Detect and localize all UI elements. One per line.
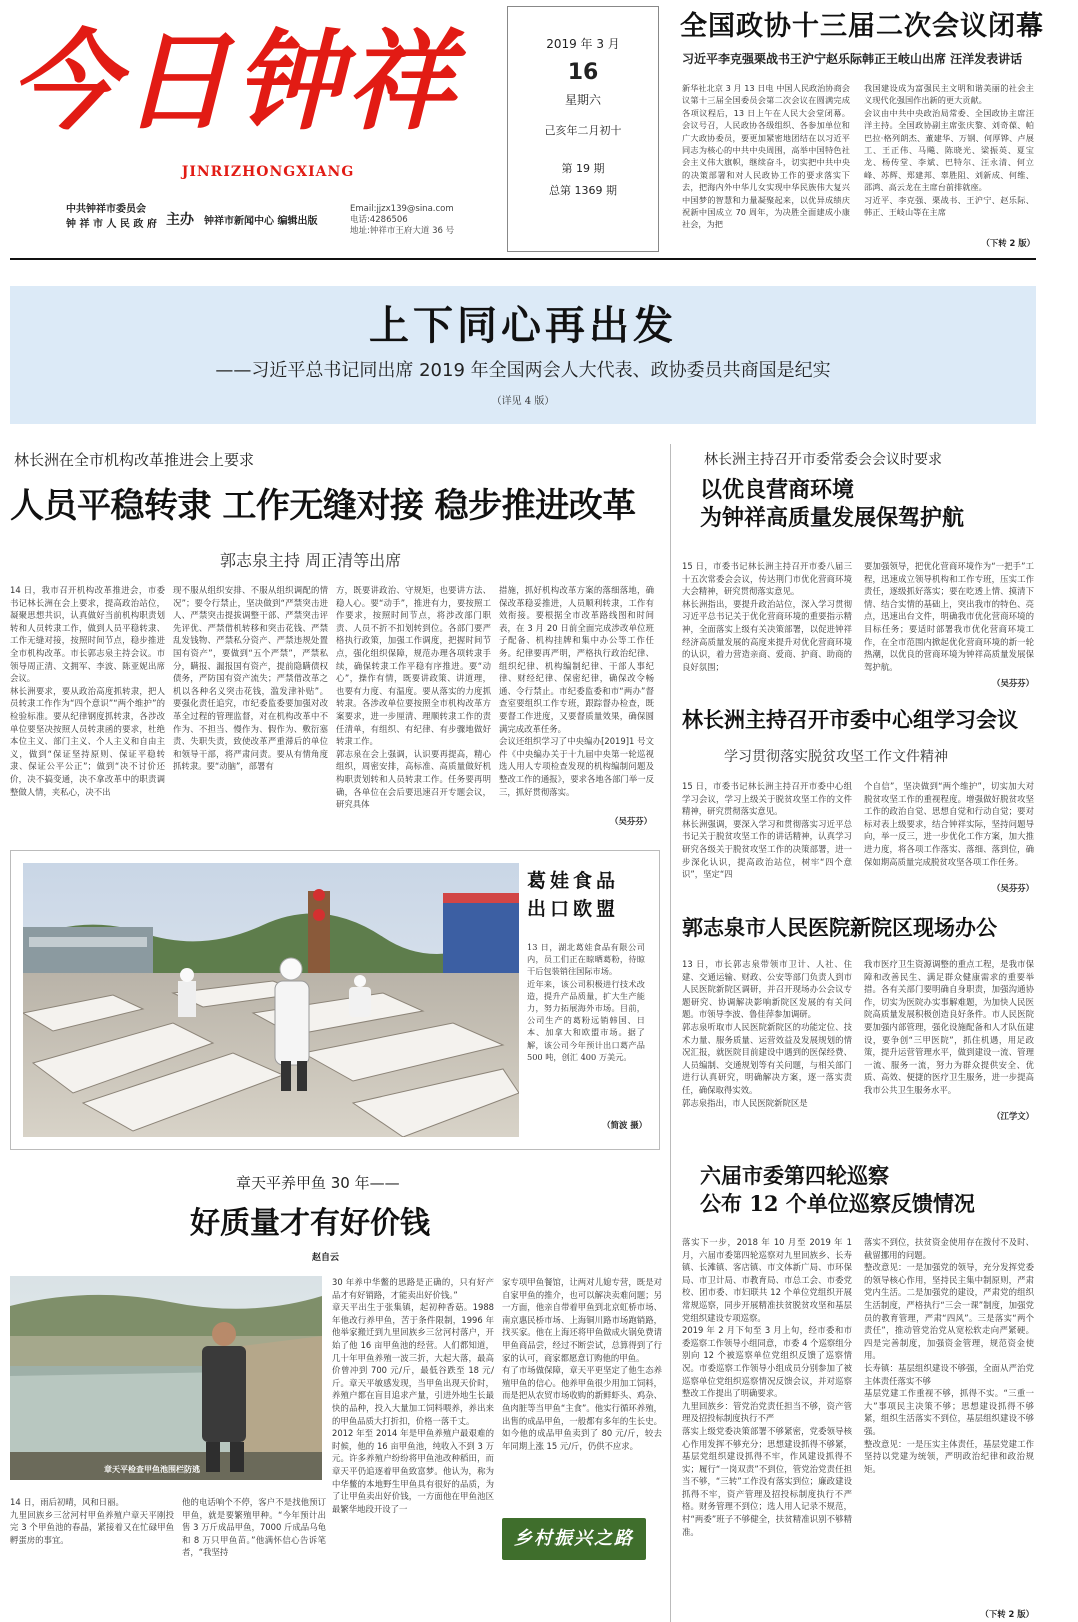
- date-box: [507, 6, 659, 252]
- lead-body-col-1: 新华社北京 3 月 13 日电 中国人民政治协商会议第十三届全国委员会第二次会议在圆满完成各项议程后，13 日上午在人民大会堂闭幕。会议号召，人民政协各级组织、各参加单位和广大政协委员，要更加紧密地团结在以习近平同志为核心的中共中央周围，高举中国特色社会主义伟大旗帜，继续奋斗，切实把中共中央的决策部署和对人民政协工作的要求落实下去，把海内外中华儿女实现中华民族伟大复兴中国梦的智慧和力量凝聚起来，以优异成绩庆祝新中国成立 70 周年，为决胜全面建成小康社会，为把: [682, 83, 850, 230]
- masthead-rule: [10, 258, 1036, 260]
- story4-col-1: 13 日，市长郭志泉带领市卫计、人社、住建、交通运输、财政、公安等部门负责人到市人民医院新院区调研，并召开现场办公会议专题研究、协调解决影响新院区发展的有关问题。市领导李波、鲁佳萍参加调研。 郭志泉听取市人民医院新院区的功能定位、技术力量、服务质量、运营效益及发展规划的情况汇报，就医院目前建设中遇到的医保经费、人员编制、交通规划等有关问题，与相关部门进行认真研究，明确解决方案，逐一落实责任，确保取得实效。 郭志泉指出，市人民医院新院区是: [682, 959, 852, 1108]
- feature-mid: 他的电话响个不停，客户不是找他预订甲鱼，就是要繁殖甲种。“今年预计出售 3 万斤成品甲鱼，7000 斤成品乌龟和 8 万只甲鱼苗。”他满怀信心告诉笔者，“我坚持: [182, 1497, 326, 1558]
- story3-signature: （吴芬芬）: [992, 883, 1034, 893]
- story5-headline-line-2: 公布 12 个单位巡察反馈情况: [700, 1191, 975, 1216]
- farmer-photo-caption: 章天平检查甲鱼池围栏防逃: [104, 1465, 200, 1474]
- sponsor-role: 主办: [166, 212, 194, 228]
- banner-panel: [10, 286, 1036, 424]
- factory-photo: [23, 863, 519, 1137]
- story5-headline-line-1: 六届市委第四轮巡察: [700, 1163, 889, 1188]
- story1-col-4: 措施，抓好机构改革方案的落细落地，确保改革稳妥推进，人员顺利转隶，工作有效衔接。要根据全市改革路线图和时间表，在 3 月 20 日前全面完成涉改单位班子配备、机构挂牌和集中办公等工作任务。纪律要再严明，严格执行政治纪律、组织纪律、机构编制纪律、干部人事纪律、财经纪律、保密纪律，确保改令畅通、令行禁止。市纪委监委和市“两办”督查室要组织工作专班，跟踪督办检查，既要督工作进度，又要督质量效果，确保圆满完成改革任务。 会议还组织学习了中央编办[2019]1 号文件《中央编办关于十九届中央第一轮巡视选人用人专项检查发现的机构编制问题及整改工作的通报》，要求各地各部门举一反三，抓好贯彻落实。: [499, 585, 654, 797]
- story1-signature: （吴芬芬）: [610, 816, 652, 826]
- contact-phone: 电话:4286506: [350, 215, 408, 225]
- photo-story-caption: 13 日，湖北葛娃食品有限公司内，员工们正在晾晒葛粉，待晾干后包装销往国际市场。 近年来，该公司积极进行技术改造，提升产品质量，扩大生产能力，努力拓展海外市场。目前，公司生产的葛粉远销韩国、日本、加拿大和欧盟市场。据了解，该公司今年预计出口葛产品 500 吨，创汇 400 万美元。: [527, 942, 645, 1062]
- banner-subhead: ——习近平总书记同出席 2019 年全国两会人大代表、政协委员共商国是纪实: [215, 360, 831, 381]
- photo-story-headline: 葛娃食品出口欧盟: [527, 870, 620, 920]
- story3-headline: 林长洲主持召开市委中心组学习会议: [682, 707, 1018, 732]
- total-issue-number: 总第 1369 期: [549, 184, 617, 197]
- story1-subhead: 郭志泉主持 周正清等出席: [220, 551, 402, 570]
- story2-kicker: 林长洲主持召开市委常委会会议时要求: [704, 452, 942, 468]
- feature-col-2: 家专项甲鱼餐馆，让两对儿媳专营，既是对自家甲鱼的推介，也可以解决卖难问题；另一方面，他亲自带着甲鱼到北京虹桥市场、南京惠民桥市场、上海铜川路市场跑销路，找买家。他在上海还将甲鱼做成火锅免费请甲鱼商品尝，经过不断尝试，总算得到了行家的认可，商家都愿意订购他的甲鱼。 有了市场做保障，章天平更坚定了他生态养殖甲鱼的信心。他养甲鱼很少用加工饲料，而是把从农贸市场收购的新鲜虾头、鸡杂、鱼肉脏等当甲鱼“主食”。他实行循环养殖，出售的成品甲鱼，一般都有多年的生长史。如今他的成品甲鱼卖到了 80 元/斤，较去年同期上涨 15 元/斤，仍供不应求。: [502, 1277, 662, 1451]
- story1-col-1: 14 日，我市召开机构改革推进会，市委书记林长洲在会上要求，提高政治站位，凝聚思想共识，认真做好当前机构职责划转和人员转隶工作，做到人员平稳转隶、工作无缝对接，按照时间节点，稳步推进全市机构改革。市长郭志泉主持会议。市领导周正清、文拥军、李波、陈亚妮出席会议。 林长洲要求，要从政治高度抓转隶，把人员转隶工作作为“四个意识”“两个维护”的检验标准。要从纪律钢度抓转隶，各涉改单位要坚决按照人员转隶函的要求，杜绝本位主义、部门主义、个人主义和自由主义，做到“保证坚持原则、保证平稳转隶、保证公平公正”；做到“决不讨价还价，决不搞变通，决不拿改革中的职责调整做人情，夹私心，决不出: [10, 585, 165, 797]
- column-divider: [670, 444, 671, 1622]
- date-day: 16: [567, 60, 599, 85]
- sponsor-1: 中共钟祥市委员会: [66, 204, 146, 215]
- feature-headline: 好质量才有好价钱: [190, 1206, 430, 1241]
- feature-kicker: 章天平养甲鱼 30 年——: [236, 1174, 400, 1192]
- story4-signature: （江学文）: [992, 1111, 1034, 1121]
- story3-subhead: 学习贯彻落实脱贫攻坚工作文件精神: [724, 749, 948, 765]
- story3-col-1: 15 日，市委书记林长洲主持召开市委中心组学习会议，学习上级关于脱贫攻坚工作的文件精神，研究贯彻落实意见。 林长洲强调，要深入学习和贯彻落实习近平总书记关于脱贫攻坚工作的讲话精神，认真学习研究各级关于脱贫攻坚工作的决策部署，进一步深化认识，提高政治站位，树牢“四个意识”，坚定“四: [682, 781, 852, 880]
- story5-jump: （下转 2 版）: [980, 1609, 1034, 1619]
- story2-signature: （吴芬芬）: [992, 678, 1034, 688]
- lead-body-col-2: 我国建设成为富强民主文明和谐美丽的社会主义现代化强国作出新的更大贡献。 会议由中共中央政治局常委、全国政协主席汪洋主持。全国政协副主席张庆黎、刘奇葆、帕巴拉·格列朗杰、董建华、万钢、何厚铧、卢展工、王正伟、马飚、陈晓光、梁振英、夏宝龙、杨传堂、李斌、巴特尔、汪永清、何立峰、苏辉、郑建邦、辜胜阻、刘新成、何维、邵鸿、高云龙在主席台前排就座。 习近平、李克强、栗战书、王沪宁、赵乐际、韩正、王岐山等在主席: [864, 83, 1034, 218]
- contact-info: [350, 204, 454, 237]
- story1-headline: 人员平稳转隶 工作无缝对接 稳步推进改革: [10, 486, 636, 526]
- rural-revitalization-stamp: [502, 1518, 646, 1560]
- story2-col-2: 要加强领导，把优化营商环境作为“一把手”工程，迅速成立领导机构和工作专班，压实工作责任，逐级抓好落实；要在吃透上情、摸清下情、结合实情的基础上，突出我市的特色、亮点，迅速出台文件，明确我市优化营商环境的目标任务；要适时部署我市优化营商环境工作，在全市范围内掀起优化营商环境的新一轮热潮，以优良的营商环境为钟祥高质量发展保驾护航。: [864, 561, 1034, 672]
- story5-col-2: 落实不到位，扶贫资金使用存在拨付不及时、截留挪用的问题。 整改意见：一是加强党的领导，充分发挥党委的领导核心作用，坚持民主集中制原则，严肃党内生活。二是加强党的建设，严肃党的组织生活制度，严格执行“三会一课”制度，加强党员的教育管理，严肃“四风”。三是落实“两个责任”，推动管党治党从宽松软走向严紧硬。四是完善制度，加强资金管理，规范资金使用。 长寿镇：基层组织建设不够强，全面从严治党主体责任落实不够 基层党建工作重视不够，抓得不实。“三重一大”事项民主决策不够；思想建设抓得不够紧，组织生活落实不到位，基层组织建设不够强。 整改意见：一是压实主体责任，基层党建工作坚持以党建为统领，严明政治纪律和政治规矩。: [864, 1237, 1034, 1474]
- photo-story-frame: [10, 850, 660, 1150]
- masthead: [8, 6, 498, 250]
- photo-story-credit: （简波 摄）: [602, 1120, 647, 1130]
- feature-col-1: 30 年养中华鳖的思路是正确的，只有好产品才有好销路，才能卖出好价钱。” 章天平出生于张集镇，起初种香菇。1988 年他改行养甲鱼，苦于条件限制，1996 年他举家搬迁到九里回族乡三岔河村落户，开始了他 16 亩甲鱼池的经营。人们都知道，几十年甲鱼养殖一波三折，大起大落，最高价曾冲到 700 元/斤，最低谷跌至 18 元/斤。章天平敏感发现，当甲鱼出现天价时，养殖户都在盲目追求产量，引进外地生长最快的品种，投入大量加工饲料喂养，养出来的甲鱼品质大打折扣，价格一落千丈。 2012 年至 2014 年是甲鱼养殖户最艰难的时候，他的 16 亩甲鱼池，纯收入不到 3 万元。许多养殖户纷纷将甲鱼池改种稻田，而章天平仍追逐着甲鱼致富梦。他认为，称为中华鳖的本地野生甲鱼具有很好的品质，为了让甲鱼卖出好价钱，一方面他在甲鱼池区最繁华地段开设了一: [332, 1277, 494, 1514]
- sponsor-list: [66, 202, 176, 232]
- story2-headline-line-1: 以优良营商环境: [700, 477, 855, 503]
- story4-col-2: 我市医疗卫生资源调整的重点工程，是我市保障和改善民生、满足群众健康需求的重要举措。各有关部门要明确自身职责，加强沟通协作，切实为医院办实事解难题，为加快人民医院高质量发展积极创造良好条件。市人民医院要加强内部管理，强化设施配备和人才队伍建设，要争创“三甲医院”，抓住机遇，用足政策，提升运营管理水平，做到建设一流、管理一流、服务一流，努力为群众提供安全、优质、高效、便捷的医疗卫生服务，进一步提高我市公共卫生服务水平。: [864, 959, 1034, 1095]
- story3-col-2: 个自信”，坚决做到“两个维护”，切实加大对脱贫攻坚工作的重视程度。增强做好脱贫攻坚工作的政治自觉、思想自觉和行动自觉；要对标对表上级要求，结合钟祥实际，坚持问题导向，举一反三，进一步优化工作方案，加大推进力度，将各项工作落实、落细、落到位，确保如期高质量完成脱贫攻坚各项工作任务。: [864, 781, 1034, 867]
- contact-email: Email:jjzx139@sina.com: [350, 204, 454, 214]
- date-lunar: 己亥年二月初十: [544, 124, 622, 137]
- story4-headline: 郭志泉市人民医院新院区现场办公: [682, 915, 997, 940]
- farmer-photo: [10, 1276, 322, 1480]
- story1-col-2: 现不服从组织安排、不服从组织调配的情况”；要令行禁止，坚决做到“严禁突击进人、严禁突击提拔调整干部、严禁突击评先评优、严禁借机转移和突击花钱、严禁乱发钱物、严禁私分资产、严禁违规处置国有资产”，要做到“五个严禁”，严禁私分，瞒报、漏报国有资产，提前隐瞒债权债务，严防国有资产流失；严禁借改革之机以各种名义突击花钱，滥发津补贴”。要强化责任追究，市纪委监委要加强对改革全过程的管理监督，对在机构改革中不作为、不担当、慢作为、假作为、敷衍塞责、失职失责，致使改革严重滞后的单位和领导干部，将严肃问责。要从有情角度抓转隶。要“动脑”，部署有: [173, 585, 328, 772]
- stamp-text: 乡村振兴之路: [514, 1528, 634, 1549]
- lead-jump: （下转 2 版）: [981, 238, 1035, 248]
- publisher: 钟祥市新闻中心 编辑出版: [204, 216, 318, 227]
- masthead-pinyin: JINRIZHONGXIANG: [181, 164, 355, 180]
- feature-intro: 14 日，雨后初晴，风和日丽。 九里回族乡三岔河村甲鱼养殖户章天平刚投完 3 个甲鱼池的春晶，紧接着又在忙碌甲鱼孵蛋房的事宜。: [10, 1497, 174, 1545]
- banner-headline: 上下同心再出发: [369, 303, 677, 349]
- story2-col-1: 15 日，市委书记林长洲主持召开市委八届三十五次常委会会议，传达荆门市优化营商环境大会精神，研究贯彻落实意见。 林长洲指出，要提升政治站位，深入学习贯彻习近平总书记关于优化营商环境的重要指示精神，全面落实上级有关决策部署，以促进钟祥经济高质量发展的高度来提升对优化营商环境的认识，着力营造亲商、爱商、护商、助商的良好氛围；: [682, 561, 852, 672]
- contact-address: 地址:钟祥市王府大道 36 号: [350, 226, 455, 236]
- lead-headline: 全国政协十三届二次会议闭幕: [680, 11, 1044, 42]
- banner-note: （详见 4 版）: [491, 396, 555, 407]
- story2-headline: [700, 476, 1072, 532]
- masthead-title: 今日钟祥: [10, 19, 459, 145]
- date-month: 2019 年 3 月: [546, 37, 620, 51]
- story2-headline-line-2: 为钟祥高质量发展保驾护航: [700, 505, 965, 531]
- issue-number: 第 19 期: [561, 162, 605, 175]
- story5-col-1: 落实下一步，2018 年 10 月至 2019 年 1 月，六届市委第四轮巡察对九里回族乡、长寿镇、长滩镇、客店镇、市文体新广局、市环保局、市卫计局、市教育局、市总工会、市委党校、团市委、市妇联共 12 个单位党组织开展常规巡察，同步开展精准扶贫脱贫攻坚和基层党组织建设专项巡察。 2019 年 2 月下旬至 3 月上旬，经市委和市委巡察工作领导小组同意，市委 4 个巡察组分别向 12 个被巡察单位党组织反馈了巡察情况。市委巡察工作领导小组成员分别参加了被巡察单位党组织巡察情况反馈会议，并对巡察整改工作提出了明确要求。 九里回族乡：管党治党责任担当不够，资产管理及招投标制度执行不严 落实上级党委决策部署不够紧密，党委领导核心作用发挥不够充分；思想建设抓得不够紧，基层党组织建设抓得不牢，作风建设抓得不实；履行“一岗双责”不到位，管党治党责任担当不够，“三转”工作没有落实到位；廉政建设抓得不牢，资产管理及招投标制度执行不严格。财务管理不到位；选人用人记录不规范，村“两委”班子不够健全，扶贫精准识别不够精准。: [682, 1237, 852, 1537]
- date-weekday: 星期六: [564, 93, 601, 107]
- lead-subhead: 习近平李克强栗战书王沪宁赵乐际韩正王岐山出席 汪洋发表讲话: [682, 52, 1023, 66]
- story1-col-3: 方，既要讲政治、守规矩，也要讲方法、稳人心。要“动手”，推进有力，要按照工作要求，按照时间节点，将涉改部门职责、人员不折不扣划转到位。各部门要严格执行政策，加强工作调度，把握时间节点，强化组织保障，规范办理各项转隶手续，确保转隶工作平稳有序推进。要“动心”，操作有情，既要讲政策、讲道理，也要有力度、有温度。要从落实的力度抓转隶。各涉改单位要按照全市机构改革方案要求，进一步厘清、理顺转隶工作的责任清单，有组织、有纪律、有步骤地做好转隶工作。 郭志泉在会上强调，认识要再提高，精心组织，周密安排，高标准、高质量做好机构职责划转和人员转隶工作。任务要再明确，各单位在会后要迅速召开专题会议，研究具体: [336, 585, 491, 810]
- story5-headline: [700, 1162, 1072, 1218]
- sponsor-2: 钟 祥 市 人 民 政 府: [66, 219, 157, 230]
- feature-byline: 赵自云: [312, 1253, 340, 1263]
- story1-kicker: 林长洲在全市机构改革推进会上要求: [14, 451, 255, 469]
